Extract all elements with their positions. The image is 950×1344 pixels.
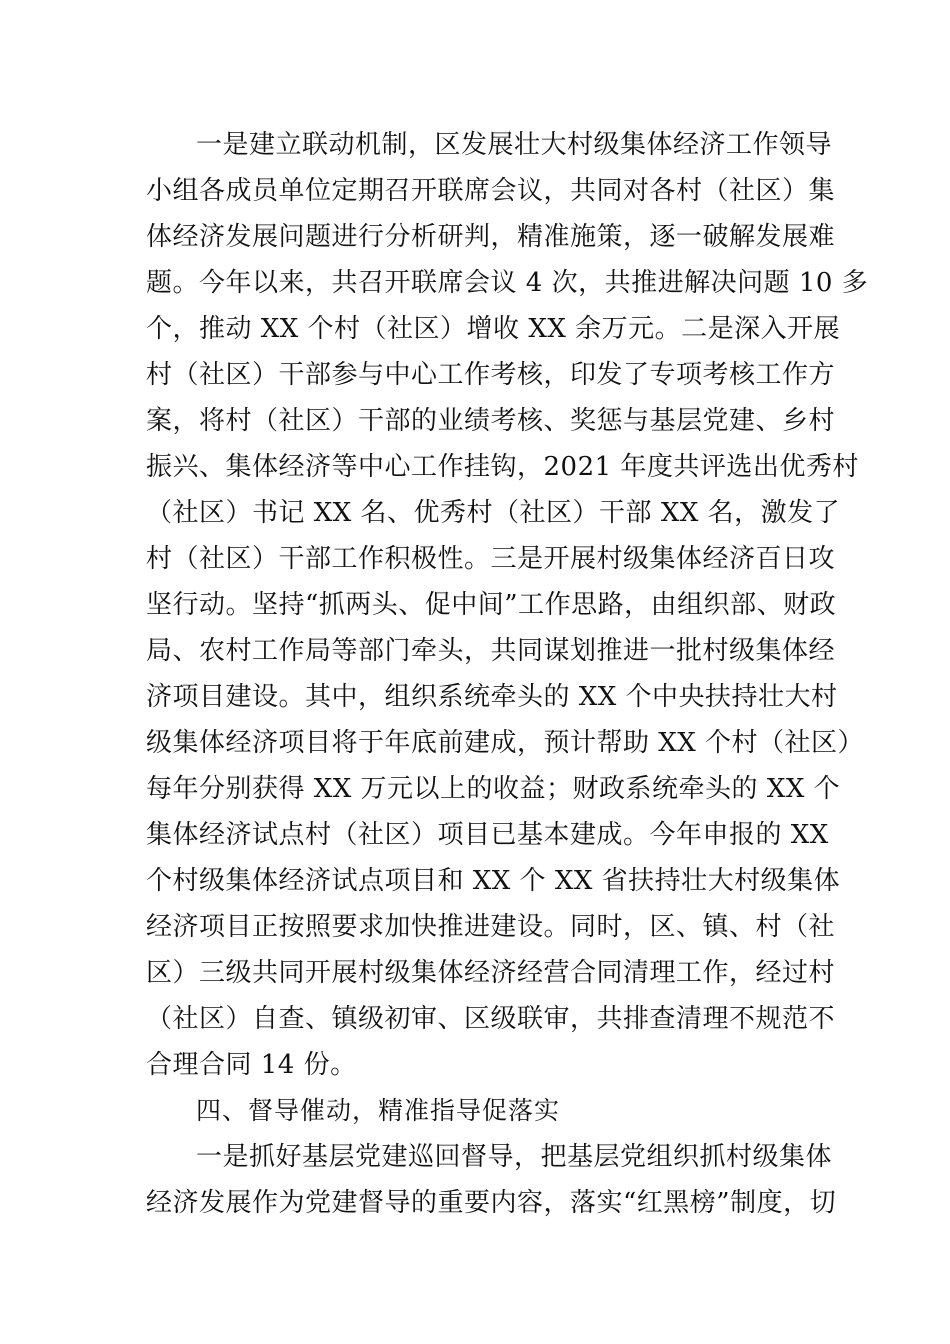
section-heading: 四、督导催动，精准指导促落实 (196, 1096, 561, 1125)
paragraph-line: 体经济发展问题进行分析研判，精准施策，逐一破解发展难 (146, 222, 836, 252)
paragraph-line: 区）三级共同开展村级集体经济经营合同清理工作，经过村 (146, 958, 836, 988)
paragraph-line: 级集体经济项目将于年底前建成，预计帮助 XX 个村（社区） (146, 728, 865, 758)
paragraph-line: 济项目建设。其中，组织系统牵头的 XX 个中央扶持壮大村 (146, 682, 838, 712)
paragraph-line: （社区）书记 XX 名、优秀村（社区）干部 XX 名，激发了 (146, 498, 841, 528)
paragraph-line: 一是抓好基层党建巡回督导，把基层党组织抓村级集体 (196, 1142, 833, 1172)
paragraph-line: 村（社区）干部参与中心工作考核，印发了专项考核工作方 (146, 360, 836, 390)
paragraph-line: 合理合同 14 份。 (146, 1050, 357, 1080)
paragraph-line: 振兴、集体经济等中心工作挂钩，2021 年度共评选出优秀村 (146, 452, 859, 482)
paragraph-line: 个，推动 XX 个村（社区）增收 XX 余万元。二是深入开展 (146, 314, 841, 344)
paragraph-line: 经济发展作为党建督导的重要内容，落实“红黑榜”制度，切 (146, 1188, 837, 1218)
paragraph-line: 个村级集体经济试点项目和 XX 个 XX 省扶持壮大村级集体 (146, 866, 841, 896)
paragraph-line: 坚行动。坚持“抓两头、促中间”工作思路，由组织部、财政 (146, 590, 837, 620)
paragraph-line: 小组各成员单位定期召开联席会议，共同对各村（社区）集 (146, 176, 836, 206)
paragraph-line: 经济项目正按照要求加快推进建设。同时，区、镇、村（社 (146, 912, 836, 942)
paragraph-line: 每年分别获得 XX 万元以上的收益；财政系统牵头的 XX 个 (146, 774, 841, 804)
paragraph-line: 村（社区）干部工作积极性。三是开展村级集体经济百日攻 (146, 544, 836, 574)
paragraph-line: （社区）自查、镇级初审、区级联审，共排查清理不规范不 (146, 1004, 836, 1034)
paragraph-line: 集体经济试点村（社区）项目已基本建成。今年申报的 XX (146, 820, 829, 850)
paragraph-line: 题。今年以来，共召开联席会议 4 次，共推进解决问题 10 多 (146, 268, 869, 298)
paragraph-line: 案，将村（社区）干部的业绩考核、奖惩与基层党建、乡村 (146, 406, 836, 436)
paragraph-line: 一是建立联动机制，区发展壮大村级集体经济工作领导 (196, 130, 833, 160)
paragraph-line: 局、农村工作局等部门牵头，共同谋划推进一批村级集体经 (146, 636, 836, 666)
